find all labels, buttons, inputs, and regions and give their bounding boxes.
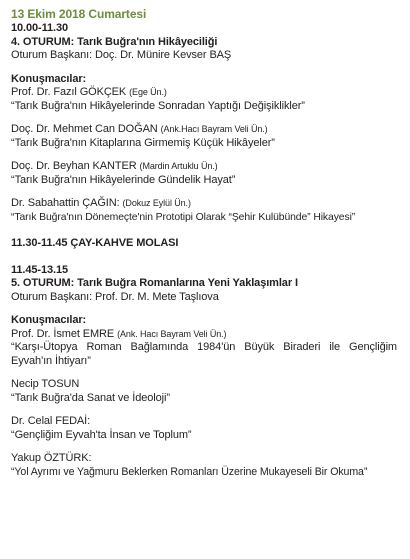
talk-title: “Gençliğim Eyvah'ta İnsan ve Toplum” <box>11 428 192 441</box>
session5-speakers-label: Konuşmacılar: <box>11 314 87 326</box>
session5-time: 11.45-13.15 <box>11 263 69 276</box>
speaker-entry <box>11 452 399 479</box>
talk-title: “Tarık Buğra'nın Hikâyelerinde Gündelik Hayat” <box>11 173 236 186</box>
program-date: 13 Ekim 2018 Cumartesi <box>11 7 147 21</box>
speaker-entry <box>11 86 399 113</box>
talk-title: “Tarık Buğra'nın Hikâyelerinde Sonradan Yaptığı Değişiklikler” <box>11 99 305 112</box>
speaker-affiliation: (Ank.Hacı Bayram Veli Ün.) <box>160 124 268 134</box>
speaker-entry <box>11 415 399 442</box>
speaker-affiliation: (Mardin Artuklu Ün.) <box>139 161 218 171</box>
speaker-affiliation: (Ank. Hacı Bayram Veli Ün.) <box>117 328 227 339</box>
talk-title: “Tarık Buğra'nın Dönemeçte'nin Prototipi Olarak “Şehir Kulübünde” Hikayesi” <box>11 211 356 223</box>
speaker-entry <box>11 197 399 224</box>
session4-chair: Oturum Başkanı: Doç. Dr. Münire Kevser BAŞ <box>11 49 232 61</box>
speaker-name: Necip TOSUN <box>11 378 80 390</box>
talk-title: “Tarık Buğra'da Sanat ve İdeoloji” <box>11 391 170 404</box>
talk-title: “Tarık Buğra'nın Kitaplarına Girmemiş Küçük Hikâyeler” <box>11 136 275 149</box>
session5-title: 5. OTURUM: Tarık Buğra Romanlarına Yeni Yaklaşımlar I <box>11 277 298 289</box>
speaker-entry <box>11 123 399 150</box>
speaker-name: Dr. Sabahattin ÇAĞIN: <box>11 197 120 209</box>
speaker-entry <box>11 160 399 187</box>
speaker-name: Doç. Dr. Mehmet Can DOĞAN <box>11 123 158 135</box>
speaker-affiliation: (Ege Ün.) <box>129 87 167 97</box>
speaker-affiliation: (Dokuz Eylül Ün.) <box>122 198 191 208</box>
speaker-name: Yakup ÖZTÜRK: <box>11 452 92 464</box>
speaker-name: Prof. Dr. Fazıl GÖKÇEK <box>11 86 127 98</box>
session4-speakers-label: Konuşmacılar: <box>11 72 87 85</box>
speaker-entry <box>11 328 399 369</box>
session4-title: 4. OTURUM: Tarık Buğra'nın Hikâyeciliği <box>11 35 218 48</box>
speaker-name: Doç. Dr. Beyhan KANTER <box>11 160 137 172</box>
session4-time: 10.00-11.30 <box>11 22 69 34</box>
break-slot: 11.30-11.45 ÇAY-KAHVE MOLASI <box>11 237 179 249</box>
speaker-name: Prof. Dr. İsmet EMRE <box>11 327 115 340</box>
speaker-entry <box>11 378 399 405</box>
speaker-name: Dr. Celal FEDAİ: <box>11 415 91 427</box>
session5-chair: Oturum Başkanı: Prof. Dr. M. Mete Taşlıova <box>11 290 219 303</box>
talk-title: “Yol Ayrımı ve Yağmuru Beklerken Romanları Üzerine Mukayeseli Bir Okuma” <box>11 465 368 478</box>
talk-title: “Karşı-Ütopya Roman Bağlamında 1984'ün Büyük Biraderi ile Gençliğim Eyvah'ın İhtiyarı” <box>11 341 397 367</box>
